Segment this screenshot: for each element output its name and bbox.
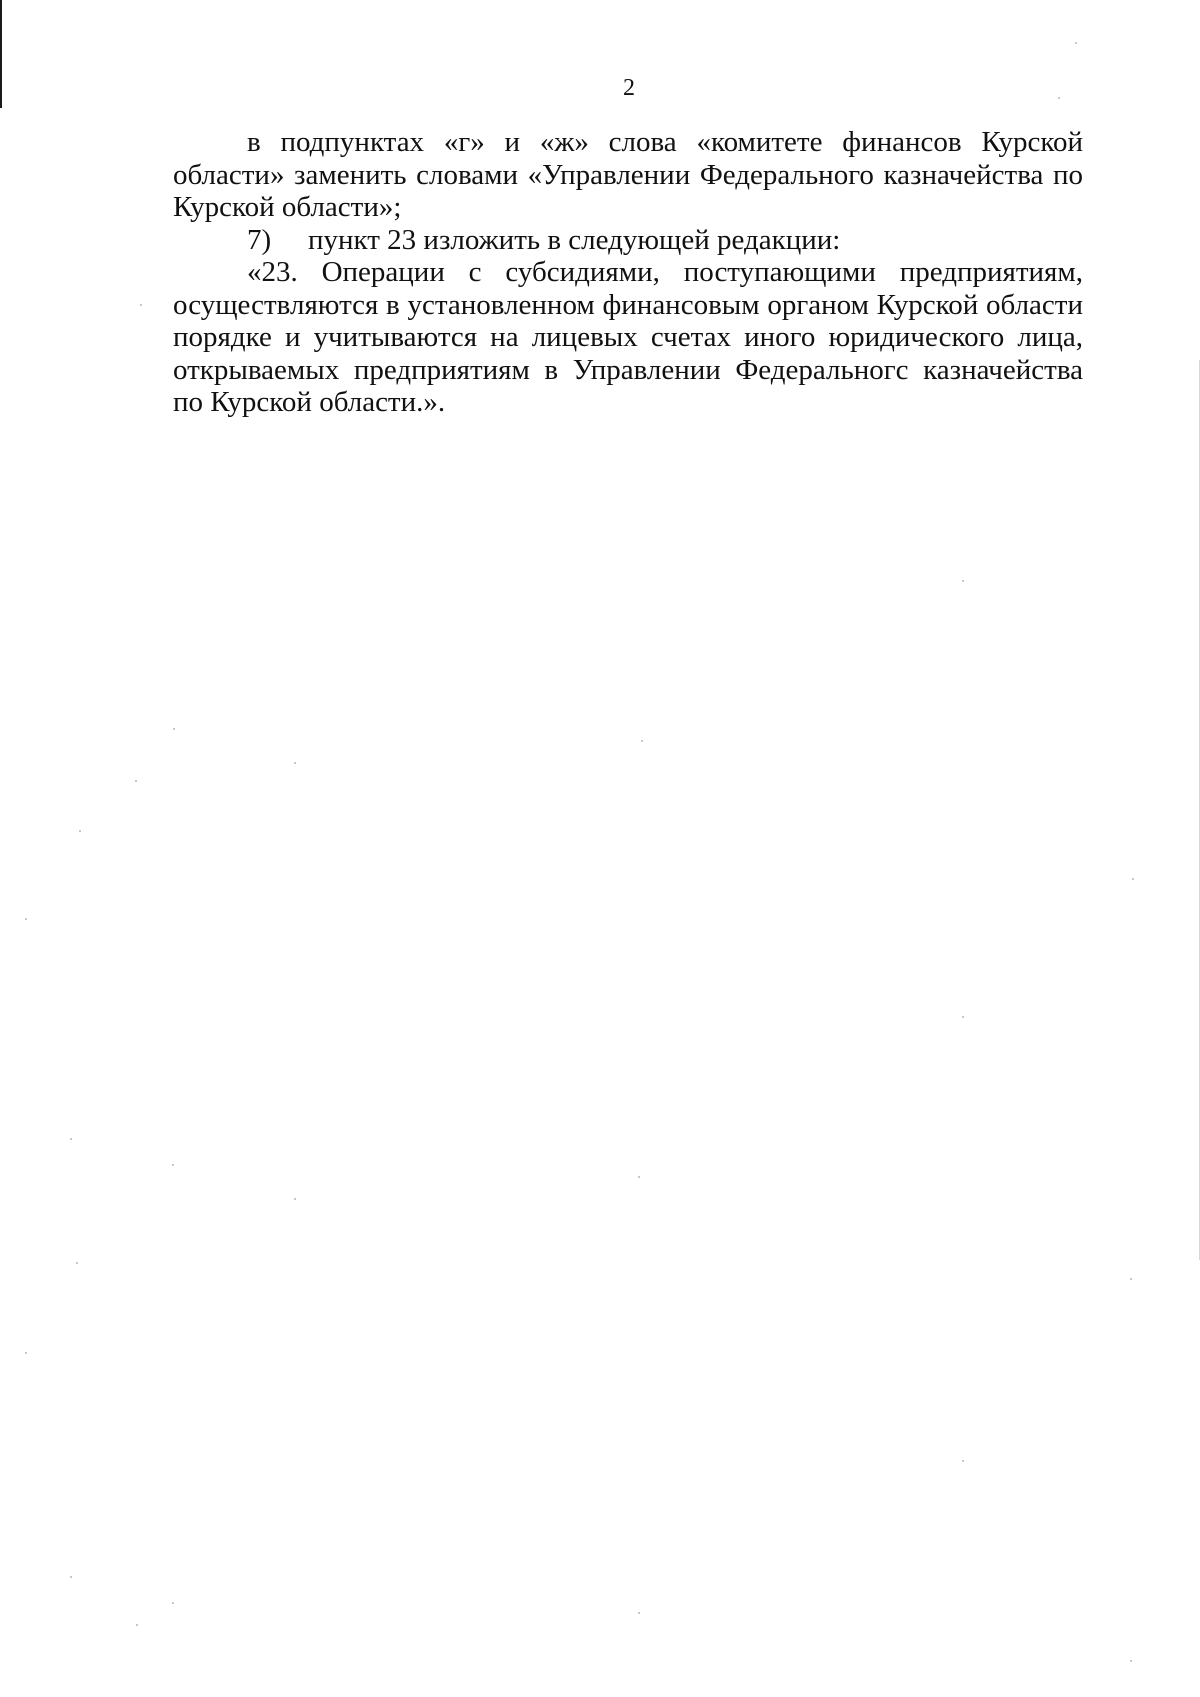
list-item-number: 7) [247,223,272,256]
scan-speck [962,1460,964,1462]
list-item-7 [173,224,1083,257]
scan-speck [25,918,27,920]
scan-speck [294,1198,296,1200]
document-body [173,126,1083,419]
scan-speck [1058,97,1060,99]
scan-speck [140,304,142,306]
scan-speck [638,1612,640,1614]
scan-speck [1130,1660,1132,1662]
scan-speck [962,580,964,582]
scan-speck [136,1624,138,1626]
scan-speck [76,1262,78,1264]
scan-speck [25,1352,27,1354]
page-number: 2 [623,75,635,101]
scan-speck [1132,878,1134,880]
paragraph-subitems-amendment: в подпунктах «г» и «ж» слова «комитете финансов Курской области» заменить словами «Управлении Федерального казначейства по Курской области»; [173,126,1083,223]
scan-speck [1075,42,1077,44]
paragraph-point-23: «23. Операции с субсидиями, поступающими предприятиям, осуществляются в установленном финансовым органом Курской области порядке и учитываются на лицевых счетах иного юридического лица, открываемых предприятиям в Управлении Федеральногс казначейства по Курской области.». [173,256,1083,418]
scan-speck [294,762,296,764]
scan-speck [638,1176,640,1178]
scan-speck [173,728,175,730]
scan-speck [172,1164,174,1166]
scan-speck [70,1138,72,1140]
scan-speck [70,1576,72,1578]
scan-speck [962,1016,964,1018]
scan-speck [641,740,643,742]
scan-speck [135,780,137,782]
list-item-text: пункт 23 изложить в следующей редакции: [308,223,841,256]
scan-speck [172,1602,174,1604]
scan-speck [79,830,81,832]
scan-speck [1130,1278,1132,1280]
